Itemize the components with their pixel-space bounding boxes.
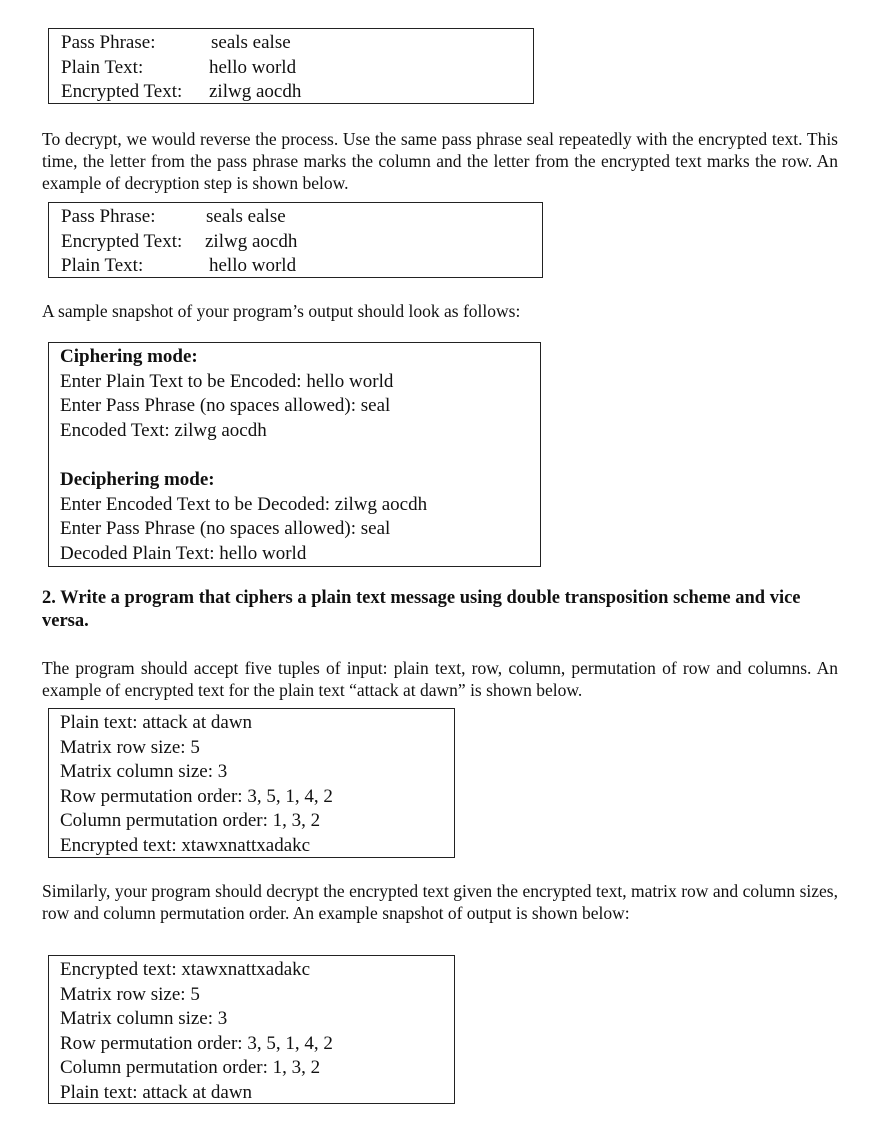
row-label: Encrypted Text:	[61, 81, 183, 103]
row-label: Pass Phrase:	[61, 206, 156, 227]
row-value: seals ealse	[206, 206, 286, 227]
box-row	[61, 254, 542, 279]
row-value: hello world	[209, 56, 297, 78]
box-row	[61, 205, 542, 230]
encryption-example-box	[48, 28, 534, 104]
output-line: Decoded Plain Text: hello world	[60, 542, 307, 564]
box-line: Plain text: attack at dawn	[60, 712, 253, 733]
transposition-paragraph: The program should accept five tuples of input: plain text, row, column, permutation of row and columns. An example of encrypted text for the plain text “attack at dawn” is shown below.	[42, 658, 838, 700]
row-label: Encrypted Text:	[61, 230, 183, 252]
row-value: zilwg aocdh	[209, 81, 302, 103]
decryption-paragraph: Similarly, your program should decrypt the encrypted text given the encrypted text, matrix row and column sizes, row and column permutation order. An example snapshot of output is shown below:	[42, 881, 838, 923]
cipher-heading: Ciphering mode:	[60, 346, 198, 367]
output-line: Enter Encoded Text to be Decoded: zilwg aocdh	[60, 493, 428, 515]
row-label: Pass Phrase:	[61, 32, 156, 53]
row-label: Plain Text:	[61, 255, 144, 277]
row-label: Plain Text:	[61, 56, 144, 78]
output-line: Enter Pass Phrase (no spaces allowed): seal	[60, 395, 391, 417]
box-line: Column permutation order: 1, 3, 2	[60, 810, 321, 832]
decipher-heading: Deciphering mode:	[60, 468, 215, 490]
section-heading: 2. Write a program that ciphers a plain text message using double transposition scheme and vice versa.	[42, 588, 801, 631]
encryption-transposition-box	[48, 708, 455, 858]
box-line: Matrix column size: 3	[60, 761, 228, 783]
row-value: zilwg aocdh	[205, 230, 298, 252]
box-row	[61, 56, 533, 81]
decryption-transposition-box	[48, 955, 455, 1104]
decryption-example-box	[48, 202, 543, 278]
snapshot-intro: A sample snapshot of your program’s output should look as follows:	[42, 301, 521, 321]
output-line: Enter Plain Text to be Encoded: hello world	[60, 370, 394, 392]
box-line: Encrypted text: xtawxnattxadakc	[60, 834, 311, 856]
box-line: Column permutation order: 1, 3, 2	[60, 1057, 321, 1079]
decrypt-paragraph: To decrypt, we would reverse the process. Use the same pass phrase seal repeatedly with the encrypted text. This time, the letter from the pass phrase marks the column and the letter from the encrypted text marks the row. An example of decryption step is shown below.	[42, 129, 838, 193]
output-line: Encoded Text: zilwg aocdh	[60, 419, 267, 441]
box-line: Matrix column size: 3	[60, 1008, 228, 1030]
box-row	[61, 230, 542, 255]
box-line: Row permutation order: 3, 5, 1, 4, 2	[60, 1032, 333, 1054]
row-value: seals ealse	[211, 32, 291, 53]
box-line: Encrypted text: xtawxnattxadakc	[60, 959, 311, 980]
box-line: Matrix row size: 5	[60, 983, 200, 1005]
sample-output-box	[48, 342, 541, 567]
box-row	[61, 80, 533, 105]
row-value: hello world	[209, 255, 297, 277]
box-line: Plain text: attack at dawn	[60, 1081, 253, 1103]
box-row	[61, 31, 533, 56]
box-line: Matrix row size: 5	[60, 736, 200, 758]
box-line: Row permutation order: 3, 5, 1, 4, 2	[60, 785, 333, 807]
output-line: Enter Pass Phrase (no spaces allowed): seal	[60, 518, 391, 540]
